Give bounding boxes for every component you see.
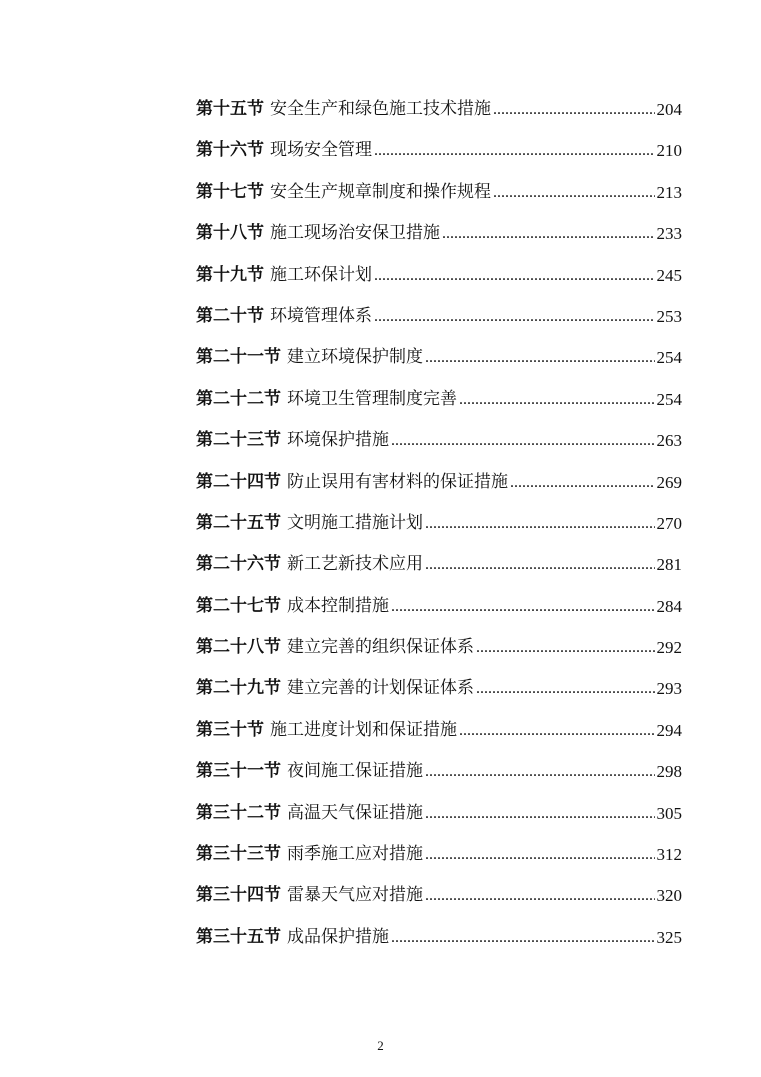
toc-entry-26[interactable] [196,544,682,585]
toc-dot-leader [459,710,655,751]
toc-section-number: 第三十三节 [196,844,281,865]
toc-page-number: 292 [656,638,682,658]
toc-section-title: 新工艺新技术应用 [287,554,423,575]
toc-page-number: 254 [656,348,682,368]
toc-section-number: 第三十四节 [196,885,281,906]
toc-page-number: 254 [656,389,682,409]
toc-section-title: 建立环境保护制度 [287,347,423,368]
toc-dot-leader [493,172,655,213]
toc-section-title: 建立完善的计划保证体系 [287,678,474,699]
toc-section-number: 第十八节 [196,223,264,244]
toc-entry-15[interactable] [196,89,682,130]
toc-section-title: 环境管理体系 [270,305,372,326]
toc-entry-24[interactable] [196,462,682,503]
toc-page-number: 284 [656,596,682,616]
toc-entry-21[interactable] [196,337,682,378]
toc-entry-25[interactable] [196,503,682,544]
toc-page-number: 269 [656,472,682,492]
toc-entry-32[interactable] [196,793,682,834]
toc-entry-27[interactable] [196,586,682,627]
toc-dot-leader [374,255,655,296]
toc-section-number: 第十七节 [196,181,264,202]
toc-section-title: 环境保护措施 [287,430,389,451]
toc-entry-35[interactable] [196,917,682,958]
toc-entry-19[interactable] [196,255,682,296]
toc-dot-leader [425,544,655,585]
toc-section-number: 第二十一节 [196,347,281,368]
toc-entry-18[interactable] [196,213,682,254]
toc-section-title: 环境卫生管理制度完善 [287,388,457,409]
toc-dot-leader [442,213,655,254]
toc-section-title: 安全生产和绿色施工技术措施 [270,98,491,119]
toc-section-number: 第十六节 [196,140,264,161]
toc-page-number: 312 [656,845,682,865]
toc-entry-30[interactable] [196,710,682,751]
toc-section-title: 雷暴天气应对措施 [287,885,423,906]
toc-dot-leader [425,751,655,792]
toc-section-title: 施工现场治安保卫措施 [270,223,440,244]
toc-section-number: 第三十节 [196,719,264,740]
table-of-contents [196,89,682,958]
toc-section-title: 雨季施工应对措施 [287,844,423,865]
toc-section-title: 夜间施工保证措施 [287,761,423,782]
toc-page-number: 233 [656,224,682,244]
toc-section-title: 施工进度计划和保证措施 [270,719,457,740]
toc-section-title: 施工环保计划 [270,264,372,285]
toc-dot-leader [425,337,655,378]
toc-section-title: 高温天气保证措施 [287,802,423,823]
toc-page-number: 294 [656,720,682,740]
toc-section-title: 现场安全管理 [270,140,372,161]
toc-dot-leader [374,130,655,171]
toc-dot-leader [425,503,655,544]
toc-section-title: 建立完善的组织保证体系 [287,637,474,658]
toc-section-title: 防止误用有害材料的保证措施 [287,471,508,492]
toc-section-number: 第二十九节 [196,678,281,699]
toc-entry-28[interactable] [196,627,682,668]
toc-section-number: 第十五节 [196,98,264,119]
toc-page-number: 263 [656,431,682,451]
toc-section-number: 第三十五节 [196,926,281,947]
toc-dot-leader [425,875,655,916]
toc-section-title: 安全生产规章制度和操作规程 [270,181,491,202]
toc-page-number: 213 [656,182,682,202]
toc-page-number: 305 [656,803,682,823]
toc-entry-23[interactable] [196,420,682,461]
toc-section-title: 成本控制措施 [287,595,389,616]
toc-page-number: 245 [656,265,682,285]
toc-section-number: 第二十七节 [196,595,281,616]
toc-section-number: 第二十五节 [196,512,281,533]
toc-dot-leader [374,296,655,337]
toc-entry-20[interactable] [196,296,682,337]
toc-dot-leader [510,462,655,503]
toc-dot-leader [493,89,655,130]
toc-section-title: 文明施工措施计划 [287,512,423,533]
toc-entry-29[interactable] [196,668,682,709]
toc-dot-leader [476,627,655,668]
toc-dot-leader [425,793,655,834]
toc-page-number: 325 [656,927,682,947]
page-number: 2 [377,1038,384,1053]
toc-section-title: 成品保护措施 [287,926,389,947]
toc-page-number: 293 [656,679,682,699]
toc-dot-leader [391,586,655,627]
toc-entry-33[interactable] [196,834,682,875]
toc-dot-leader [459,379,655,420]
toc-section-number: 第二十四节 [196,471,281,492]
toc-section-number: 第二十二节 [196,388,281,409]
toc-section-number: 第二十节 [196,305,264,326]
toc-page-number: 210 [656,141,682,161]
toc-section-number: 第三十一节 [196,761,281,782]
toc-section-number: 第三十二节 [196,802,281,823]
toc-page-number: 204 [656,99,682,119]
toc-dot-leader [391,917,655,958]
toc-dot-leader [391,420,655,461]
toc-entry-17[interactable] [196,172,682,213]
toc-page-number: 320 [656,886,682,906]
toc-page-number: 281 [656,555,682,575]
toc-entry-31[interactable] [196,751,682,792]
toc-section-number: 第二十三节 [196,430,281,451]
toc-entry-16[interactable] [196,130,682,171]
toc-page-number: 270 [656,513,682,533]
toc-page-number: 298 [656,762,682,782]
toc-section-number: 第十九节 [196,264,264,285]
toc-page-number: 253 [656,306,682,326]
toc-section-number: 第二十六节 [196,554,281,575]
toc-dot-leader [476,668,655,709]
toc-dot-leader [425,834,655,875]
toc-section-number: 第二十八节 [196,637,281,658]
toc-entry-22[interactable] [196,379,682,420]
toc-entry-34[interactable] [196,875,682,916]
